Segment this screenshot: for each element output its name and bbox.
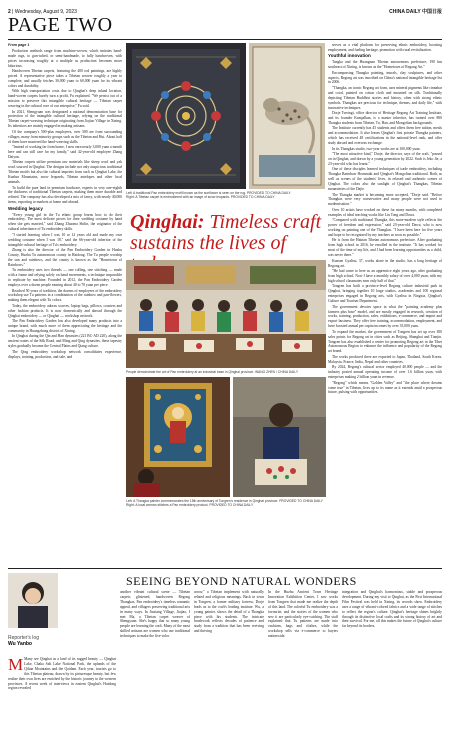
caption-top (126, 191, 326, 199)
headline-lead: Qinghai: (130, 211, 205, 233)
footer-col2-text: another vibrant cultural scene — Tibetan carpets glistened, handwoven Regong Thangkas, Pan embroidery's timeless romantic appeal, and villagers preserving traditional arts in many ways. In Jiaxiang Village, Jiajiao, I met Ma, a Tibetan carpet weaver of Shengyuan. She's happy that so many young people are learning the craft. Many of the most skilled artisans are women who use traditional techniques to make the five-color (120, 590, 190, 639)
caption-credit: PROVIDED TO CHINA DAILY (279, 499, 323, 503)
paragraph: Dorje Tseringi, office director of Heritage Regong Art Training Institute, and its founder Kamjalkan, is a master inheritor, has trained over 800 Thangka students from Tibetan, Tu, Han, and Mongolian backgrounds. (328, 111, 442, 125)
reporter-log-title: Reporter's log (8, 635, 39, 641)
paragraph: He is from the Hainan Tibetan autonomous prefecture. After graduating from high school in 2016, he enrolled in the institute. "It has worked for most of the time of my life, and I had been learning opportunities as a child, was never there." (328, 238, 442, 258)
kicker: From page 1 (8, 43, 30, 47)
paragraph: Tu embroidery uses two threads — one rolling, one stitching — made with a frame and relying solely on hand movements, a technique impossible to replicate by machine. Founded in 2012, the Pan Embroidery Garden employs over a dozen people earning about 40 to 70 yuan per piece. (8, 268, 122, 288)
paragraph: By 2024, Regong's cultural sector employed 40,000 people — and the industry posted annual operating income of over 1.6 billion yuan, with enterprises making 2 billion yuan in revenue. (328, 365, 442, 380)
footer-rule (8, 568, 442, 569)
paragraph: The works produced there are exported to Japan, Thailand, South Korea, Malaysia, France, India, Nepal and other countries. (328, 354, 442, 364)
article-column-left (8, 43, 122, 563)
classroom-image (126, 260, 326, 368)
caption-right: Right: A Tibetan carpet is embroidered with an image of snow leopards. (126, 195, 230, 200)
page-number: 2 (8, 9, 11, 15)
paragraph: Today, the embroidery adorns scarves, laptop bags, pillows, coasters and other fashion products. It is now domestically and abroad through the Qinghai embroidery — or Qinghai — workshop network. (8, 303, 122, 318)
paragraph: "Instead of working far from home, I now earn nearly 3,000 yuan a month here and can still care for my family," said 42-year-old employee Zhang Daiyan. (8, 145, 122, 159)
photo-tibetan-carpet-snow-leopard (249, 43, 325, 189)
paragraph: "He had come to here as an apprentice eight years ago, after graduating from high school. Now I have a monthly salary of over 4,000 yuan, with my high school classmates earn only half of that." (328, 269, 442, 283)
footer-col3-text: arrow," a Tibetan implement with naturally related and religious meanings. Back in town in Tongren, a former military fortress, Dorje leads us to the craft's leading institute. Wu, a young painter, shows the detail of a Thangka piece with his students. The intricate brushwork reflects decades of patience and study from a tradition that has been reviving and thriving (194, 590, 264, 634)
header-rule (8, 39, 442, 40)
paragraph: Of the company's 500-plus employees, over 300 are from surrounding villages, many from minority groups such as the Tibetan and Hui. About half of them have mastered the hand-weaving skills. (8, 129, 122, 144)
caption-left: Left: A Thangka painter commemorates the 15th anniversary of Tongren's residence in Qinghai province. (126, 499, 279, 503)
caption-bottom (126, 499, 326, 507)
column-banner: SEEING BEYOND NATURAL WONDERS (126, 574, 357, 588)
footer-col5-text: integration and Qinghai's harmonious, stable and prosperous development. During my visit to Qinghai, as the First International Film Festival was held in Xining, its records show. Embroidery uses a range of vibrant-colored fabrics and a wide range of stitches to reflect the region's culture. Qinghai's heritage shines brightly through its distinctive local crafts and its strong history of art and their survival. For me, all this makes the future of Qinghai's culture far beyond its borders. (342, 590, 442, 629)
footer-column-1 (8, 657, 116, 743)
photo-woman-stitching (233, 377, 326, 497)
paragraph: In Qinghai during the Qin and Han dynasties (221 BC-AD 220), along the ancient routes of the Silk Road, and Ming and Qing dynasties, these tapestry styles gradually became the Central Plains and Qiang culture. (8, 334, 122, 349)
paragraph: The Thangka market is becoming more accepted, "Dorje said. "Before Thangkas were very conservative and many people were not used to modernisation." (328, 192, 442, 207)
footer-col1-text: Many see Qinghai as a land of its rugged beauty — Qinghai Lake, Chaka Salt Lake National Park, the uplands of the Qilian Mountains and the Qaidam. Each year, tourists go to this Tibetan plateau, drawn by its picturesque beauty, but few realize their own lives are enriched by the historic journey to the western provinces. A recent week of interviews in eastern Qinghai's Haidong region revealed (8, 657, 116, 691)
paragraph: Kunsen Gyaltsu, 37, works alone in the studio, has a long heritage of Regong art. (328, 258, 442, 268)
article-column-right (328, 43, 442, 563)
thangka-image (126, 377, 230, 497)
caption-credit: WANG ZHEN / CHINA DAILY (255, 370, 299, 374)
footer-column-4 (268, 590, 338, 743)
reporter-name: Wu Yanbo (8, 641, 32, 647)
paragraph: Tibetan carpets utilize premium raw materials like sheep wool and yak wool sourced in Qinghai. The designs include not only auspicious traditional Tibetan motifs but also the cultural imprints from such as Qinghai Lake, the Kunlun Mountains, snow leopards, Tibetan antelopes and other local animals. (8, 160, 122, 185)
reporter-photo (8, 573, 58, 628)
paragraph: The Institute currently has 45 students and offers them free tuition, meals and accommodation. It also leases Qinghai's first private Thangka painters, which has received 48 certifications in the national-level rank, and offer study abroad and overseas exchange. (328, 126, 442, 146)
footer-column-2 (120, 590, 190, 743)
paragraph: Zhang is also the director of the Pan Embroidery Garden in Huzhu County, Huzhu Tu autonomous county in Haidong. The Tu people worship the sun and rainbows, and the county is known as the "Hometown of Rainbows." (8, 248, 122, 267)
paragraph: Handwoven Tibetan carpets, featuring the 400 rod paintings, are highly priced. A representative piece takes a Tibetan weaver roughly a year to complete, and usually fetches 30,000 yuan to 60,000 yuan for its vibrant colors and durability. (8, 69, 122, 88)
paragraph: In its Thangkas studio, two-year works are at 100,000 yuan. (332, 146, 421, 151)
footer-column-5 (342, 590, 442, 743)
page-number-date: 2 | Wednesday, August 9, 2023 (8, 9, 77, 15)
paragraph: "The most attractive kind," Dorje, the director, says of the craft, "passed on in Qinghai, and drawn by a young generation by 2022. Such is Jeko Jie, a 23-year-old who has learnt." (328, 152, 442, 166)
paragraph: To expand the market, the government of Tongren has set up over 300 sales points for Regong art in cities such as Beijing, Shanghai and Tianjin. Tongren has also established a center for promoting Regong art in the Tibet Autonomous Region to enhance the influence and popularity of the Regong art brand. (328, 329, 442, 354)
paragraph: To build the pure land in premium hardware, experts in very one-eighth the thickness of traditional Tibetan carpets, making them more durable and refined. The company has also developed a mix of fancy, with nearly 40,000 items, exporting to markets at home and abroad. (8, 185, 122, 205)
paragraph: Reached 50 years of tradition, the dozens of employees of the embroidery workshop use Tu patterns in a combination of the rainbow and pan-flowers, making them elegant with Tu colors. (8, 288, 122, 303)
paragraph: Encompassing Thangka painting, murals, clay sculptures, and other aspects, Regong art was inscribed on China's national intangible heritage list in 2006. (328, 70, 442, 85)
drop-cap: M (8, 657, 24, 674)
caption-credit: PROVIDED TO CHINA DAILY (246, 191, 291, 195)
footer-column-3 (194, 590, 264, 743)
paragraph: "Compared with traditional Thangka, this more-modern style reflects the power of freedom and expression," said 23-year-old Dawa, who is now working on painting one of the Thangkas. "I have been here for five years and hope to be recognized by my teachers as soon as possible." (328, 218, 442, 237)
issue-date: Wednesday, August 9, 2023 (14, 9, 77, 15)
photo-pan-embroidery-rug (126, 43, 246, 189)
section-title: PAGE TWO (8, 14, 113, 36)
paragraph: With high transportation costs due to Qinghai's deep inland location, hand-woven carpets barely turn a profit, Fu explained. "We persist out of a mission to preserve this intangible cultural heritage — Tibetan carpet weaving in the cultural core of our enterprise," Fu said. (8, 89, 122, 109)
paragraph: Tangka and the Huangnan Tibetan autonomous prefecture, 190 km southeast of Xining, is known as the "Hometown of Regong Art." (328, 60, 442, 70)
caption-credit: PROVIDED TO CHINA DAILY (209, 503, 254, 508)
photo-thangka-painter (126, 377, 230, 497)
paragraph: The Pan Embroidery Garden has also developed many products into a unique brand, with much more of them appreciating the heritage and the community in Huangzhong district of Xining. (8, 319, 122, 333)
caption-left: Left: A traditional Pan embroidery motif known as the sunflower is seen on the rug. (126, 191, 247, 195)
caption-text: People demonstrate the art of Pan embroidery at an industrial base in Qinghai province. (126, 370, 255, 374)
paragraph: Over 10 artists have worked on these for many months, with completed examples of ideal teaching works like Liu Tong and Dawa. (328, 207, 442, 217)
paragraph: serves as a vital platform for preserving ethnic embroidery, boosting employment, and fueling heritage, promotion with rural revitalization. (328, 43, 442, 52)
masthead-brand: CHINA DAILY 中国日报 (389, 9, 442, 15)
paragraph: One of these disciples learned techniques of trade embroidery, including Thangka Bamdwar Hornmaki and Qinghai's Mongolian traditional. Both, as well as scenes of the students' lives, in relaxed and authentic scenes of Qinghai. The colors also the sunlight of Qinghai's Thangkas, Tibetan monasteries of the Dajie. (328, 167, 442, 192)
caption-credit: PROVIDED TO CHINA DAILY (230, 195, 275, 200)
subheading: Youthful innovation (328, 53, 371, 59)
reporter-box (8, 573, 68, 653)
caption-middle (126, 370, 326, 374)
paragraph: Tongren has built a province-level Regong culture industrial park in Qinghai, bringing together 10 large studios, academies and 100 regional enterprises engaged in Regong arts, with Gyaltsu in Ningxia, Qinghai's Culture and Tourism Department. (328, 284, 442, 304)
paragraph: Production methods range from machine-woven, which imitates hand-made rugs, to gun-tufted, or semi-handmade, to fully handwoven, with prices increasing roughly at a multiple as production becomes more laborious. (8, 48, 122, 68)
subheading: Wedding legacy (8, 205, 43, 211)
photo-embroidery-class (126, 260, 326, 368)
rug-image (126, 43, 246, 189)
paragraph: The Qing embroidery workshop network consolidates experience, displays, training, production, and sale, and (8, 349, 122, 359)
paragraph: In 2021, Shengyuan was designated a national demonstration base for protection of the intangible cultural heritage, relying on the traditional Tibetan carpet-weaving technique originating from Jiajiao Village in Xining. Its inheritors are mainly engaged in making artisans. (8, 109, 122, 129)
paragraph: "I started learning when I was 10 or 12 years old and made my own wedding costume when I was 18," said the 66-year-old inheritor of the intangible cultural heritage of Tu's embroidery. (8, 232, 122, 247)
paragraph: The government devotes space in what the "painting academy plus farmers plus base" model, and are mostly engaged in research, creation of works, training, production, sales, exhibitions, e-commerce, and import and export business. They offer free training, accommodation, employment, and have boosted annual per capita incomes by over 35,000 yuan. (328, 304, 442, 329)
paragraph: "Regong" which means "Golden Valley" and "the place where dreams come true" in Tibetan, lives up to its name as it extends amid a prosperous future, pulsing with opportunities. (328, 380, 442, 395)
caption-right: Right: A local woman stitches a Pan embroidery product. (126, 503, 209, 508)
headline-rest: Timeless craft sustains the lives of (130, 211, 322, 254)
footer-col4-text: In the Huzhu Ancient Town Heritage Innovation Exhibition Center, I saw works from Tongren that made me realize the depth of this land. The colorful Tu embroidery was a favourite, and the stories of the women who sew it are particularly eye-catching. The staff explained that Tu patterns are made into cushions, bags and clothes, while the workshop sells via e-commerce to buyers nationwide. (268, 590, 338, 639)
stitching-image (233, 377, 326, 497)
paragraph: "Every young girl in the Tu ethnic group learns how to do their embroidery. The most delicate pieces for their wedding costume by hand when she gets married," said Zhang Zhuoma Shilin, the originator of the cultural inheritance of Tu embroidery skills. (8, 212, 122, 232)
carpet-image (249, 43, 325, 189)
paragraph: "Thangka, an iconic Regong art form, uses mineral pigments like cinnabar and coral, painted on cotton cloth and mounted on silk. Traditionally depicting Tibetan Buddhist stories and history, often with strong ethnic symbols. Thangkas are precious for technique, themes, and daily life," with innovative techniques. (328, 85, 442, 110)
